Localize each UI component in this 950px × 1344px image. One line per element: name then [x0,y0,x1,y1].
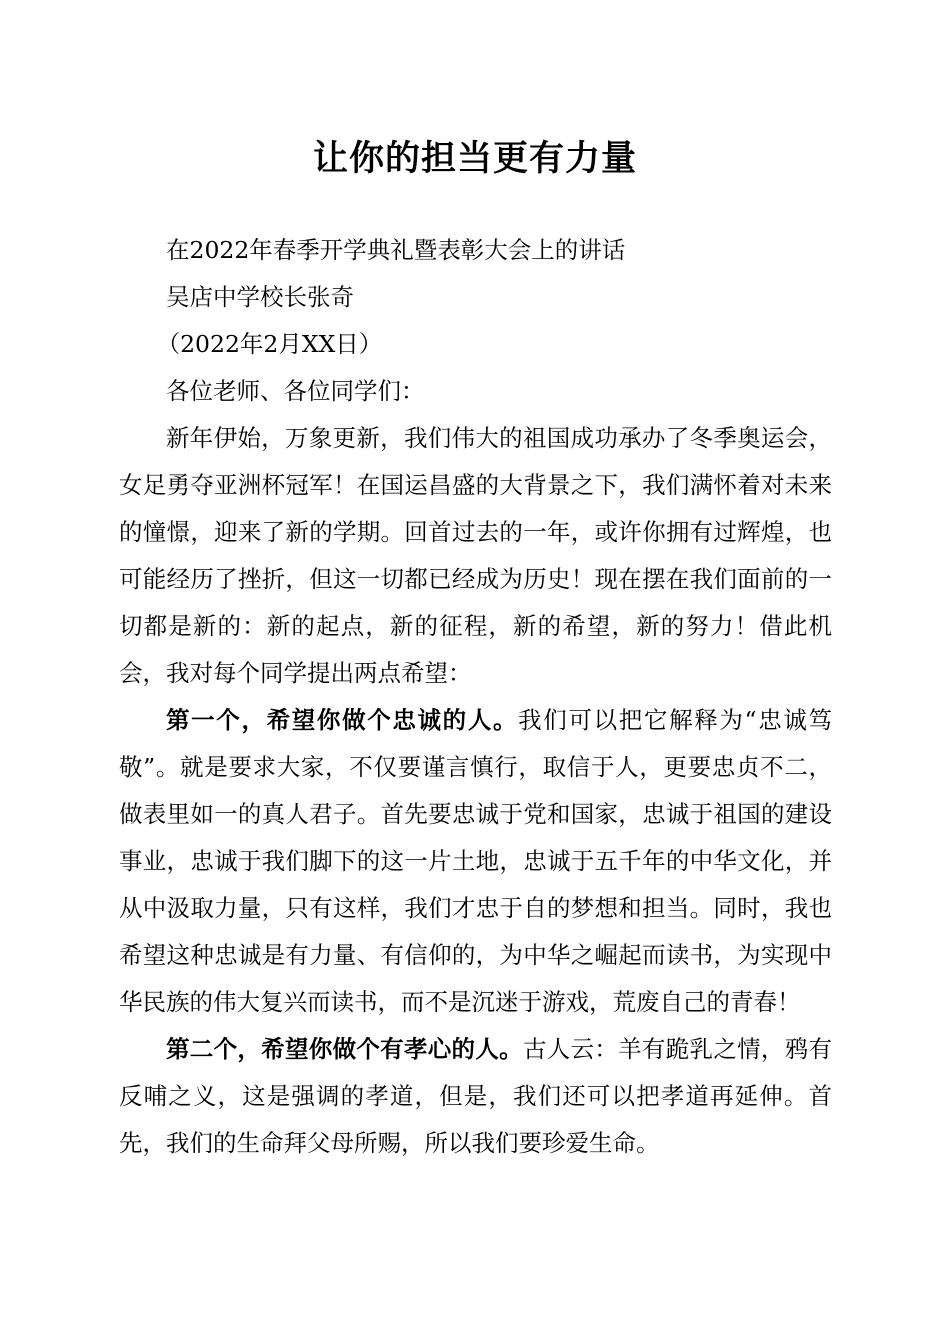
speech-subtitle: 在2022年春季开学典礼暨表彰大会上的讲话 [166,236,626,264]
paragraph-text: 我们可以把它解释为“忠诚笃敬”。就是要求大家，不仅要谨言慎行，取信于人，更要忠贞不二，做表里如一的真人君子。首先要忠诚于党和国家，忠诚于祖国的建设事业，忠诚于我们脚下的这一片土地，忠诚于五千年的中华文化，并从中汲取力量，只有这样，我们才忠于自的梦想和担当。同时，我也希望这种忠诚是有力量、有信仰的，为中华之崛起而读书，为实现中华民族的伟大复兴而读书，而不是沉迷于游戏，荒废自己的青春！ [119,706,833,1016]
paragraph-text: 新年伊始，万象更新，我们伟大的祖国成功承办了冬季奥运会，女足勇夺亚洲杯冠军！在国运昌盛的大背景之下，我们满怀着对未来的憧憬，迎来了新的学期。回首过去的一年，或许你拥有过辉煌，也可能经历了挫折，但这一切都已经成为历史！现在摆在我们面前的一切都是新的：新的起点，新的征程，新的希望，新的努力！借此机会，我对每个同学提出两点希望： [119,424,832,687]
paragraph-lead: 第一个，希望你做个忠诚的人。 [166,706,519,734]
paragraph [119,415,832,697]
paragraph-text: 古人云：羊有跪乳之情，鸦有反哺之义，这是强调的孝道，但是，我们还可以把孝道再延伸。首先，我们的生命拜父母所赐，所以我们要珍爱生命。 [119,1035,833,1157]
paragraph [119,697,832,1026]
salutation: 各位老师、各位同学们： [166,377,425,405]
paragraph-lead: 第二个，希望你做个有孝心的人。 [166,1035,523,1063]
document-title: 让你的担当更有力量 [312,138,637,179]
speech-date: （2022年2月XX日） [156,330,383,358]
document-body [119,227,832,1167]
speaker-line: 吴店中学校长张奇 [166,283,354,311]
paragraph [119,1026,832,1167]
